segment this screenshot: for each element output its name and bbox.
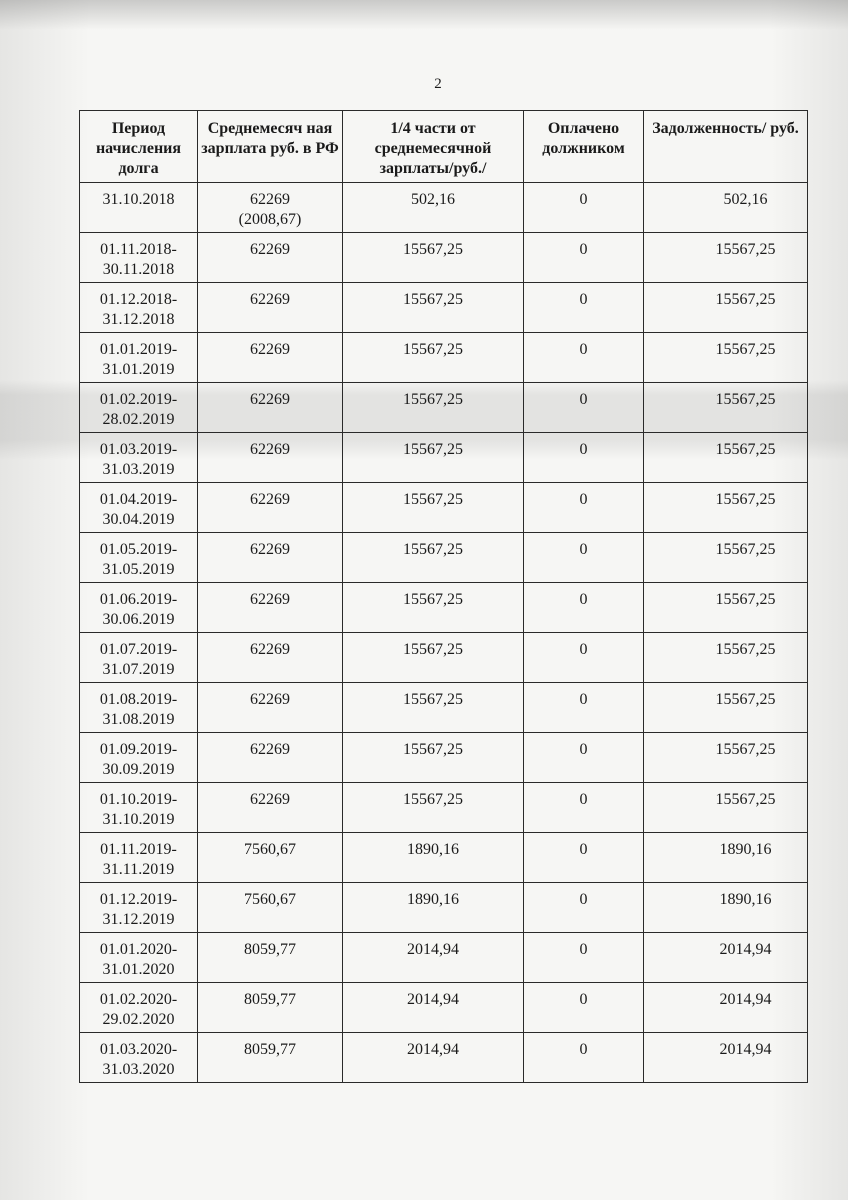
period-end: 31.07.2019 — [102, 661, 175, 678]
cell-salary — [198, 233, 343, 283]
period-start: 01.03.2019- — [99, 441, 178, 458]
salary-value: 62269 — [250, 491, 290, 508]
period-start: 01.05.2019- — [99, 541, 178, 558]
cell-paid: 0 — [524, 733, 644, 783]
salary-value: 62269 — [250, 791, 290, 808]
period-end: 31.12.2018 — [102, 311, 175, 328]
salary-value: 8059,77 — [244, 941, 296, 958]
period-end: 31.12.2019 — [102, 911, 175, 928]
cell-quarter: 15567,25 — [343, 233, 524, 283]
period-end: 31.01.2020 — [102, 961, 175, 978]
cell-period — [80, 533, 198, 583]
cell-salary — [198, 933, 343, 983]
table-row — [80, 533, 808, 583]
period-start: 01.07.2019- — [99, 641, 178, 658]
cell-debt: 15567,25 — [644, 283, 808, 333]
table-row — [80, 233, 808, 283]
cell-debt: 1890,16 — [644, 883, 808, 933]
cell-period — [80, 333, 198, 383]
period-end: 31.03.2020 — [102, 1061, 175, 1078]
cell-period — [80, 683, 198, 733]
salary-value: 7560,67 — [244, 841, 296, 858]
table-row — [80, 1033, 808, 1083]
period-end: 30.11.2018 — [102, 261, 175, 278]
table-row — [80, 883, 808, 933]
salary-value: 62269 — [250, 541, 290, 558]
cell-salary — [198, 283, 343, 333]
period-end: 29.02.2020 — [102, 1011, 175, 1028]
cell-debt: 15567,25 — [644, 633, 808, 683]
cell-quarter: 15567,25 — [343, 783, 524, 833]
cell-period — [80, 733, 198, 783]
cell-paid: 0 — [524, 333, 644, 383]
period-end: 30.09.2019 — [102, 761, 175, 778]
cell-salary — [198, 833, 343, 883]
cell-quarter: 15567,25 — [343, 533, 524, 583]
cell-salary — [198, 733, 343, 783]
cell-quarter: 15567,25 — [343, 683, 524, 733]
header-debt: Задолженность/ руб. — [644, 111, 808, 183]
cell-debt: 15567,25 — [644, 733, 808, 783]
cell-salary — [198, 533, 343, 583]
period-end: 31.05.2019 — [102, 561, 175, 578]
cell-quarter: 2014,94 — [343, 983, 524, 1033]
salary-value: 62269 — [250, 591, 290, 608]
cell-paid: 0 — [524, 633, 644, 683]
cell-debt: 15567,25 — [644, 433, 808, 483]
period-start: 01.02.2020- — [99, 991, 178, 1008]
cell-salary — [198, 683, 343, 733]
table-body — [80, 183, 808, 1083]
salary-value: 62269 — [250, 691, 290, 708]
period-start: 01.02.2019- — [99, 391, 178, 408]
cell-paid: 0 — [524, 233, 644, 283]
salary-value: 62269 — [250, 641, 290, 658]
cell-period — [80, 183, 198, 233]
cell-quarter: 15567,25 — [343, 383, 524, 433]
cell-salary — [198, 783, 343, 833]
cell-paid: 0 — [524, 833, 644, 883]
table-row — [80, 683, 808, 733]
cell-quarter: 15567,25 — [343, 333, 524, 383]
salary-value: 62269 — [250, 291, 290, 308]
cell-quarter: 15567,25 — [343, 283, 524, 333]
period-start: 01.10.2019- — [99, 791, 178, 808]
cell-paid: 0 — [524, 183, 644, 233]
table-row — [80, 433, 808, 483]
cell-salary — [198, 983, 343, 1033]
salary-value: 62269 — [250, 241, 290, 258]
period-start: 31.10.2018 — [102, 191, 175, 208]
period-start: 01.11.2018- — [100, 241, 177, 258]
table-row — [80, 383, 808, 433]
cell-salary — [198, 383, 343, 433]
debt-table — [79, 110, 808, 1083]
cell-debt: 15567,25 — [644, 333, 808, 383]
table-row — [80, 933, 808, 983]
header-salary: Среднемесяч ная зарплата руб. в РФ — [198, 111, 343, 183]
cell-quarter: 2014,94 — [343, 933, 524, 983]
cell-quarter: 15567,25 — [343, 633, 524, 683]
cell-quarter: 15567,25 — [343, 583, 524, 633]
salary-value: 62269 — [250, 341, 290, 358]
cell-salary — [198, 433, 343, 483]
table-row — [80, 633, 808, 683]
page-number: 2 — [434, 76, 442, 92]
cell-paid: 0 — [524, 383, 644, 433]
period-start: 01.12.2019- — [99, 891, 178, 908]
cell-debt: 15567,25 — [644, 233, 808, 283]
cell-debt: 15567,25 — [644, 583, 808, 633]
cell-paid: 0 — [524, 683, 644, 733]
cell-debt: 1890,16 — [644, 833, 808, 883]
period-start: 01.04.2019- — [99, 491, 178, 508]
header-quarter: 1/4 части от среднемесячной зарплаты/руб./ — [343, 111, 524, 183]
cell-paid: 0 — [524, 533, 644, 583]
cell-period — [80, 283, 198, 333]
cell-debt: 2014,94 — [644, 1033, 808, 1083]
cell-quarter: 1890,16 — [343, 833, 524, 883]
period-end: 31.01.2019 — [102, 361, 175, 378]
period-end: 31.11.2019 — [102, 861, 175, 878]
salary-value: 62269 — [250, 441, 290, 458]
table-row — [80, 733, 808, 783]
cell-period — [80, 583, 198, 633]
cell-debt: 2014,94 — [644, 983, 808, 1033]
salary-value: 62269 — [250, 391, 290, 408]
cell-paid: 0 — [524, 883, 644, 933]
cell-paid: 0 — [524, 983, 644, 1033]
table-row — [80, 833, 808, 883]
cell-period — [80, 833, 198, 883]
cell-debt: 15567,25 — [644, 533, 808, 583]
cell-quarter: 502,16 — [343, 183, 524, 233]
cell-paid: 0 — [524, 1033, 644, 1083]
cell-quarter: 15567,25 — [343, 433, 524, 483]
cell-period — [80, 383, 198, 433]
cell-debt: 15567,25 — [644, 383, 808, 433]
period-end: 31.03.2019 — [102, 461, 175, 478]
salary-value: 8059,77 — [244, 1041, 296, 1058]
cell-period — [80, 1033, 198, 1083]
period-start: 01.03.2020- — [99, 1041, 178, 1058]
table-row — [80, 983, 808, 1033]
cell-paid: 0 — [524, 933, 644, 983]
cell-quarter: 2014,94 — [343, 1033, 524, 1083]
period-start: 01.01.2020- — [99, 941, 178, 958]
cell-quarter: 1890,16 — [343, 883, 524, 933]
cell-paid: 0 — [524, 283, 644, 333]
cell-debt: 15567,25 — [644, 683, 808, 733]
cell-debt: 15567,25 — [644, 483, 808, 533]
cell-salary — [198, 883, 343, 933]
cell-salary — [198, 633, 343, 683]
period-start: 01.09.2019- — [99, 741, 178, 758]
cell-debt: 15567,25 — [644, 783, 808, 833]
cell-period — [80, 433, 198, 483]
salary-value: 8059,77 — [244, 991, 296, 1008]
period-end: 30.04.2019 — [102, 511, 175, 528]
period-end: 30.06.2019 — [102, 611, 175, 628]
cell-salary — [198, 1033, 343, 1083]
cell-period — [80, 883, 198, 933]
cell-period — [80, 783, 198, 833]
header-period: Период начисления долга — [80, 111, 198, 183]
cell-period — [80, 983, 198, 1033]
scan-edge-shadow — [0, 0, 848, 30]
cell-period — [80, 633, 198, 683]
cell-debt: 2014,94 — [644, 933, 808, 983]
table-row — [80, 483, 808, 533]
table-row — [80, 583, 808, 633]
period-start: 01.08.2019- — [99, 691, 178, 708]
table-row — [80, 783, 808, 833]
cell-salary — [198, 483, 343, 533]
table-row — [80, 283, 808, 333]
table-header-row — [80, 111, 808, 183]
cell-salary — [198, 183, 343, 233]
cell-period — [80, 233, 198, 283]
cell-quarter: 15567,25 — [343, 483, 524, 533]
salary-note: (2008,67) — [238, 211, 302, 228]
period-end: 28.02.2019 — [102, 411, 175, 428]
cell-salary — [198, 583, 343, 633]
cell-paid: 0 — [524, 483, 644, 533]
period-start: 01.06.2019- — [99, 591, 178, 608]
table-row — [80, 333, 808, 383]
period-end: 31.10.2019 — [102, 811, 175, 828]
cell-debt: 502,16 — [644, 183, 808, 233]
cell-paid: 0 — [524, 783, 644, 833]
period-start: 01.01.2019- — [99, 341, 178, 358]
cell-paid: 0 — [524, 583, 644, 633]
salary-value: 7560,67 — [244, 891, 296, 908]
cell-period — [80, 483, 198, 533]
cell-period — [80, 933, 198, 983]
period-end: 31.08.2019 — [102, 711, 175, 728]
salary-value: 62269 — [250, 741, 290, 758]
salary-value: 62269 — [250, 191, 290, 208]
period-start: 01.11.2019- — [100, 841, 177, 858]
header-paid: Оплачено должником — [524, 111, 644, 183]
cell-quarter: 15567,25 — [343, 733, 524, 783]
period-start: 01.12.2018- — [99, 291, 178, 308]
cell-salary — [198, 333, 343, 383]
cell-paid: 0 — [524, 433, 644, 483]
table-row — [80, 183, 808, 233]
